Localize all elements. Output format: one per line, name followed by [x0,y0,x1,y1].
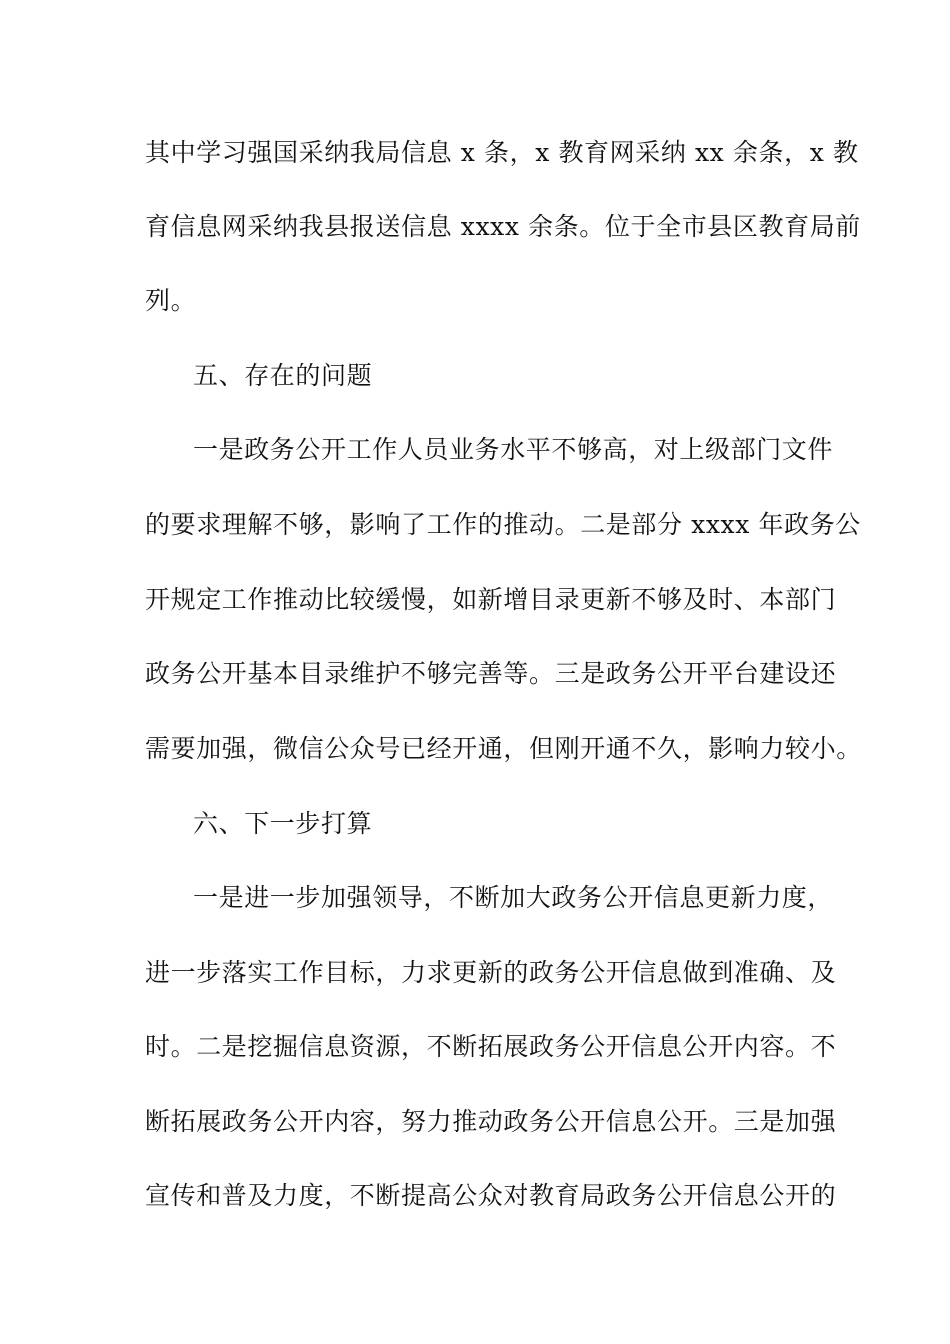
body-text-line: 一是政务公开工作人员业务水平不够高，对上级部门文件 [193,435,834,464]
body-text-line: 时。二是挖掘信息资源，不断拓展政务公开信息公开内容。不 [145,1032,837,1061]
section-heading-problems: 五、存在的问题 [193,361,373,390]
body-text-line: 需要加强，微信公众号已经开通，但刚开通不久，影响力较小。 [145,734,862,763]
body-text-line: 宣传和普及力度，不断提高公众对教育局政务公开信息公开的 [145,1181,837,1210]
section-heading-next-steps: 六、下一步打算 [193,809,373,838]
body-text-line: 其中学习强国采纳我局信息 x 条，x 教育网采纳 xx 余条，x 教 [145,138,859,167]
body-text-line: 政务公开基本目录维护不够完善等。三是政务公开平台建设还 [145,659,837,688]
body-text-line: 进一步落实工作目标，力求更新的政务公开信息做到准确、及 [145,958,837,987]
body-text-line: 育信息网采纳我县报送信息 xxxx 余条。位于全市县区教育局前 [145,212,861,241]
body-text-line: 开规定工作推动比较缓慢，如新增目录更新不够及时、本部门 [145,585,837,614]
body-text-line: 断拓展政务公开内容，努力推动政务公开信息公开。三是加强 [145,1107,837,1136]
body-text-line: 列。 [145,286,197,315]
body-text-line: 的要求理解不够，影响了工作的推动。二是部分 xxxx 年政务公 [145,510,861,539]
body-text-line: 一是进一步加强领导，不断加大政务公开信息更新力度， [193,883,834,912]
